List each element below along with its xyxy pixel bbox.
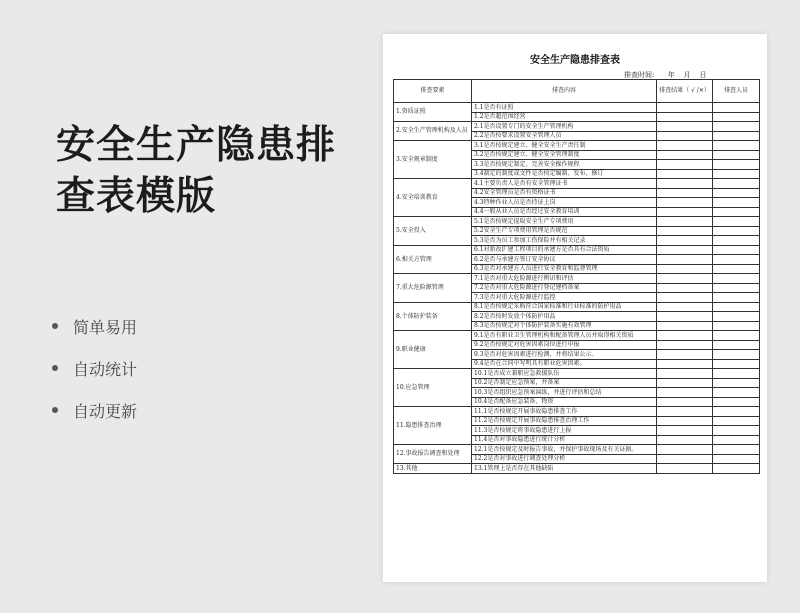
inspection-element: 2.安全生产管理机构及人员 (394, 122, 472, 141)
document-title: 安全生产隐患排查表 (530, 55, 620, 66)
inspector-cell[interactable] (713, 397, 760, 407)
inspector-cell[interactable] (713, 122, 760, 132)
result-cell[interactable] (657, 378, 713, 388)
inspector-cell[interactable] (713, 312, 760, 322)
header-result: 排查结果（ √ /✕） (657, 80, 713, 103)
inspection-element: 1.资质证照 (394, 103, 472, 122)
result-cell[interactable] (657, 131, 713, 141)
result-cell[interactable] (657, 283, 713, 293)
inspection-item: 11.2是否按规定开展事故隐患排查治理工作 (472, 416, 657, 426)
inspection-element: 12.事故报告调查和处理 (394, 445, 472, 464)
inspector-cell[interactable] (713, 407, 760, 417)
inspection-item: 5.3是否为员工参加工伤保险并有相关记录 (472, 236, 657, 246)
inspection-element: 7.重大危险源管理 (394, 274, 472, 303)
feature-label: 自动统计 (73, 359, 138, 379)
inspector-cell[interactable] (713, 350, 760, 360)
result-cell[interactable] (657, 255, 713, 265)
inspector-cell[interactable] (713, 160, 760, 170)
result-cell[interactable] (657, 245, 713, 255)
result-cell[interactable] (657, 293, 713, 303)
result-cell[interactable] (657, 397, 713, 407)
inspection-item: 10.3是否组织应急预案演练，并进行评估和总结 (472, 388, 657, 398)
result-cell[interactable] (657, 435, 713, 445)
result-cell[interactable] (657, 122, 713, 132)
inspector-cell[interactable] (713, 454, 760, 464)
inspection-element: 10.应急管理 (394, 369, 472, 407)
feature-label: 简单易用 (73, 317, 138, 337)
inspection-item: 3.1是否按规定建立、健全安全生产责任制 (472, 141, 657, 151)
inspection-item: 11.1是否按规定开展事故隐患排查工作 (472, 407, 657, 417)
inspector-cell[interactable] (713, 435, 760, 445)
inspector-cell[interactable] (713, 103, 760, 113)
inspector-cell[interactable] (713, 331, 760, 341)
inspection-item: 9.4是否在合同中写明具有职业危害因素。 (472, 359, 657, 369)
document-preview (383, 34, 767, 582)
result-cell[interactable] (657, 207, 713, 217)
inspector-cell[interactable] (713, 283, 760, 293)
inspection-item: 4.2安全管理员是否有资格证书 (472, 188, 657, 198)
result-cell[interactable] (657, 103, 713, 113)
table-row (394, 331, 760, 341)
inspection-item: 11.3是否按规定将事故隐患进行上报 (472, 426, 657, 436)
inspection-item: 8.3是否按规定对个体防护装备实施有效管理 (472, 321, 657, 331)
bullet-dot-icon (52, 323, 58, 329)
inspector-cell[interactable] (713, 359, 760, 369)
inspection-item: 3.2是否按规定建立、健全安全管理制度 (472, 150, 657, 160)
inspector-cell[interactable] (713, 293, 760, 303)
inspector-cell[interactable] (713, 255, 760, 265)
result-cell[interactable] (657, 188, 713, 198)
inspector-cell[interactable] (713, 226, 760, 236)
table-row (394, 464, 760, 474)
result-cell[interactable] (657, 150, 713, 160)
result-cell[interactable] (657, 359, 713, 369)
inspection-item: 12.1是否按规定及时报告事故，并保护事故现场及有关证据。 (472, 445, 657, 455)
inspector-cell[interactable] (713, 264, 760, 274)
bullet-dot-icon (52, 407, 58, 413)
header-content: 排查内容 (472, 80, 657, 103)
inspection-element: 3.安全规章制度 (394, 141, 472, 179)
inspector-cell[interactable] (713, 464, 760, 474)
inspector-cell[interactable] (713, 416, 760, 426)
inspector-cell[interactable] (713, 169, 760, 179)
result-cell[interactable] (657, 445, 713, 455)
inspection-item: 11.4是否对事故隐患进行统计分析 (472, 435, 657, 445)
inspection-item: 12.2是否对事故进行调查处理分析 (472, 454, 657, 464)
result-cell[interactable] (657, 141, 713, 151)
inspector-cell[interactable] (713, 321, 760, 331)
inspector-cell[interactable] (713, 340, 760, 350)
inspector-cell[interactable] (713, 150, 760, 160)
inspector-cell[interactable] (713, 112, 760, 122)
result-cell[interactable] (657, 264, 713, 274)
inspection-item: 2.1是否设置专门的安全生产管理机构 (472, 122, 657, 132)
feature-list (52, 305, 137, 431)
inspection-item: 9.3是否对危害因素进行检测，并将结果公示。 (472, 350, 657, 360)
result-cell[interactable] (657, 426, 713, 436)
inspector-cell[interactable] (713, 426, 760, 436)
inspection-item: 5.2安全生产专项费用管理是否规范 (472, 226, 657, 236)
header-inspector: 排查人员 (713, 80, 760, 103)
result-cell[interactable] (657, 226, 713, 236)
inspection-element: 11.隐患排查治理 (394, 407, 472, 445)
result-cell[interactable] (657, 217, 713, 227)
inspection-item: 9.1是否有职业卫生管理机构和配备管理人员并取得相关资质 (472, 331, 657, 341)
inspection-element: 4.安全培训教育 (394, 179, 472, 217)
result-cell[interactable] (657, 454, 713, 464)
inspector-cell[interactable] (713, 179, 760, 189)
result-cell[interactable] (657, 416, 713, 426)
result-cell[interactable] (657, 274, 713, 284)
inspection-item: 2.2是否按要求设置安全管理人员 (472, 131, 657, 141)
inspection-date-line: 排查时间: 年 月 日 (624, 71, 707, 79)
inspector-cell[interactable] (713, 388, 760, 398)
header-element: 排查要素 (394, 80, 472, 103)
result-cell[interactable] (657, 160, 713, 170)
inspector-cell[interactable] (713, 369, 760, 379)
inspection-item: 8.2是否按时发放个体防护用品 (472, 312, 657, 322)
table-row (394, 103, 760, 113)
inspection-item: 4.1主要负责人是否有安全管理证书 (472, 179, 657, 189)
inspection-item: 1.1是否有证照 (472, 103, 657, 113)
inspector-cell[interactable] (713, 236, 760, 246)
table-row (394, 407, 760, 417)
inspection-item: 10.4是否配备应急装备、物资 (472, 397, 657, 407)
inspection-item: 3.3是否按规定制定、完善安全操作规程 (472, 160, 657, 170)
result-cell[interactable] (657, 179, 713, 189)
inspection-item: 4.4一般从业人员是否经过安全教育培训 (472, 207, 657, 217)
result-cell[interactable] (657, 388, 713, 398)
table-row (394, 245, 760, 255)
inspection-item: 13.1管理上是否存在其他缺陷 (472, 464, 657, 474)
result-cell[interactable] (657, 340, 713, 350)
result-cell[interactable] (657, 312, 713, 322)
result-cell[interactable] (657, 350, 713, 360)
inspector-cell[interactable] (713, 188, 760, 198)
feature-label: 自动更新 (73, 401, 138, 421)
inspection-element: 5.安全投入 (394, 217, 472, 246)
inspector-cell[interactable] (713, 198, 760, 208)
inspector-cell[interactable] (713, 302, 760, 312)
inspection-item: 9.2是否按规定对危害因素岗位进行申报 (472, 340, 657, 350)
result-cell[interactable] (657, 112, 713, 122)
inspection-element: 13.其他 (394, 464, 472, 474)
result-cell[interactable] (657, 331, 713, 341)
table-row (394, 122, 760, 132)
inspection-item: 5.1是否按规定提取安全生产专项费用 (472, 217, 657, 227)
inspection-item: 10.1是否成立兼职应急救援队伍 (472, 369, 657, 379)
table-row (394, 369, 760, 379)
inspection-item: 7.3是否对重大危险源进行监控 (472, 293, 657, 303)
table-body (394, 103, 760, 474)
inspector-cell[interactable] (713, 131, 760, 141)
table-row (394, 274, 760, 284)
inspection-item: 8.1是否按规定采购符合国家标准和行业标准的防护用品 (472, 302, 657, 312)
result-cell[interactable] (657, 369, 713, 379)
table-row (394, 179, 760, 189)
result-cell[interactable] (657, 198, 713, 208)
inspection-item: 1.2是否超范围经营 (472, 112, 657, 122)
table-row (394, 302, 760, 312)
table-row (394, 217, 760, 227)
inspector-cell[interactable] (713, 274, 760, 284)
inspection-element: 6.相关方管理 (394, 245, 472, 274)
table-row (394, 141, 760, 151)
inspection-item: 10.2是否制定应急预案，并备案 (472, 378, 657, 388)
bullet-dot-icon (52, 365, 58, 371)
table-row (394, 445, 760, 455)
inspection-item: 4.3特种作业人员是否持证上岗 (472, 198, 657, 208)
table-header-row (394, 80, 760, 103)
inspector-cell[interactable] (713, 207, 760, 217)
poster-title: 安全生产隐患排查表模版 (56, 123, 337, 219)
result-cell[interactable] (657, 321, 713, 331)
result-cell[interactable] (657, 169, 713, 179)
inspector-cell[interactable] (713, 378, 760, 388)
inspection-item: 6.3是否对承建方人员进行安全教育和监督管理 (472, 264, 657, 274)
result-cell[interactable] (657, 464, 713, 474)
inspector-cell[interactable] (713, 141, 760, 151)
inspection-item: 6.2是否与承建方签订安全协议 (472, 255, 657, 265)
inspection-element: 9.职业健康 (394, 331, 472, 369)
result-cell[interactable] (657, 302, 713, 312)
inspection-item: 3.4制定的制度或文件是否按定编制、发布、修订 (472, 169, 657, 179)
feature-item (52, 305, 137, 347)
inspection-table (393, 79, 760, 474)
inspector-cell[interactable] (713, 217, 760, 227)
inspection-item: 6.1对新改扩建工程项目的承建方是否具有合法资质 (472, 245, 657, 255)
inspector-cell[interactable] (713, 445, 760, 455)
inspection-item: 7.1是否对重大危险源进行辨识和评估 (472, 274, 657, 284)
feature-item (52, 389, 137, 431)
feature-item (52, 347, 137, 389)
inspector-cell[interactable] (713, 245, 760, 255)
inspection-item: 7.2是否对重大危险源进行登记建档备案 (472, 283, 657, 293)
result-cell[interactable] (657, 407, 713, 417)
result-cell[interactable] (657, 236, 713, 246)
inspection-element: 8.个体防护装备 (394, 302, 472, 331)
